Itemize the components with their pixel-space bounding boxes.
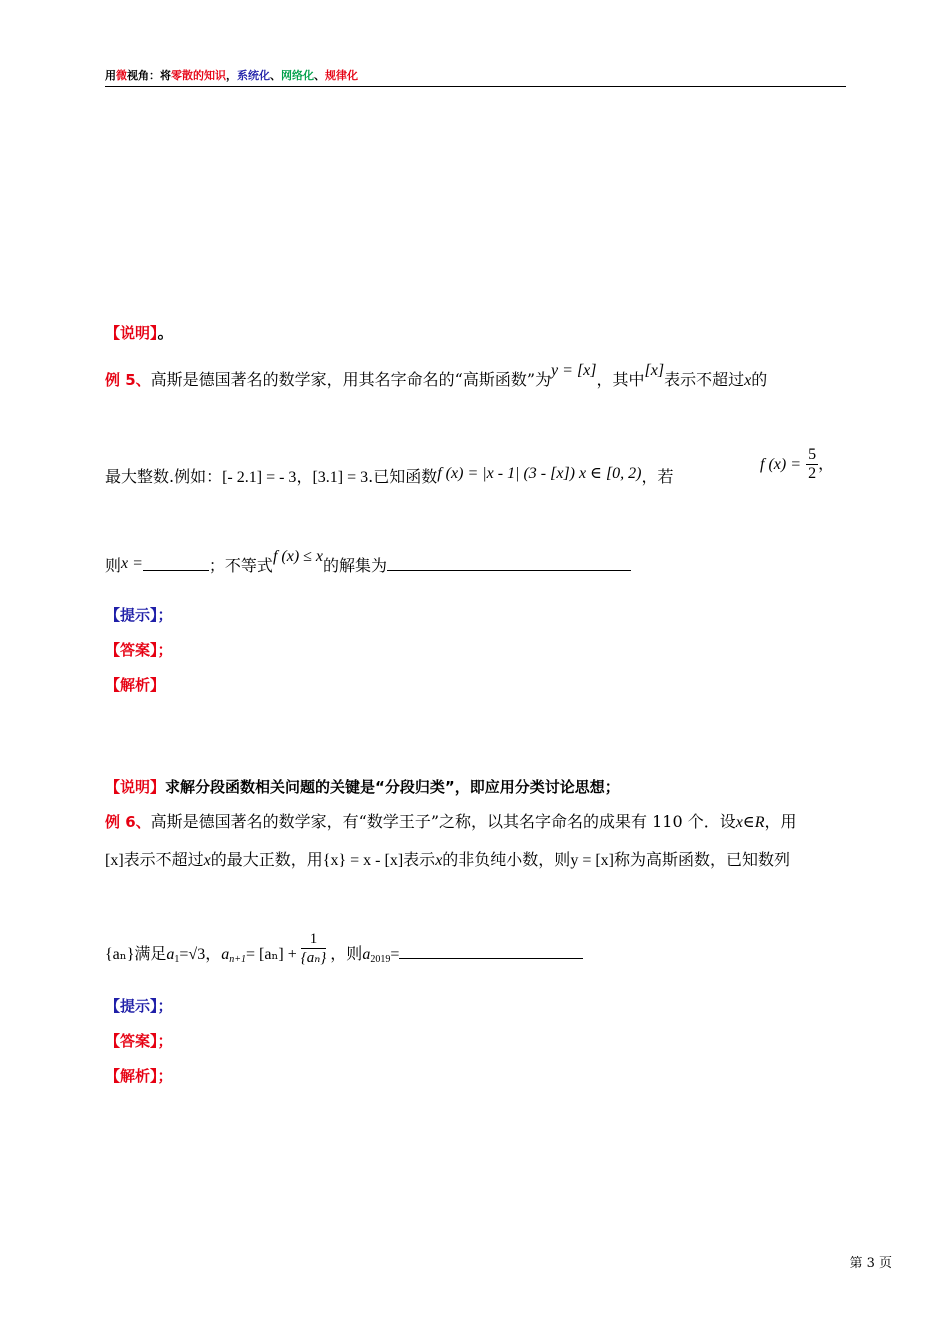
header-part: 视角：将 [127, 69, 171, 82]
text: 满足 [134, 944, 167, 963]
text: 的解集为 [323, 556, 388, 575]
example-5-line-3 [105, 548, 631, 578]
math-fx: f (x) = [760, 455, 801, 473]
text: 的非负纯小数，则 [442, 850, 571, 869]
header-part: 规律化 [325, 69, 358, 82]
example-label: 例 6、 [105, 813, 151, 831]
hint-5 [105, 604, 173, 626]
text: 的 [751, 370, 768, 389]
subscript: 1 [174, 954, 180, 965]
hint-6 [105, 995, 173, 1017]
text: ；不等式 [208, 556, 273, 575]
math-example-2: [3.1] = 3 [312, 469, 369, 486]
text: 高斯是德国著名的数学家，有“数学王子”之称，以其名字命名的成果有 110 个．设 [150, 812, 736, 831]
text: 的最大正数，用 [210, 850, 323, 869]
math-function-f: f (x) = |x - 1| (3 - [x]) x ∈ [0, 2) [437, 465, 642, 482]
math-recursion: = [aₙ] + [245, 946, 297, 963]
fraction [806, 446, 818, 483]
numerator: 1 [301, 930, 327, 949]
math-x-equals: x = [121, 555, 143, 572]
text: ， [818, 454, 835, 473]
subscript: 2019 [370, 954, 391, 965]
example-6-line-3 [105, 931, 583, 973]
text: ， [205, 944, 222, 963]
math-y-equals-bracket-x: y = [x] [570, 852, 614, 869]
text: 高斯是德国著名的数学家，用其名字命名的“高斯函数”为 [150, 370, 552, 389]
header-part: 用 [105, 69, 116, 82]
math-x-in-r: x∈R [735, 814, 765, 831]
note-label: 【说明】 [105, 324, 158, 342]
note-text: 。 [157, 323, 174, 342]
math-fx-equals-fraction [760, 446, 834, 483]
math-example-1: [- 2.1] = - 3 [222, 469, 297, 486]
page-number: 第 3 页 [849, 1256, 892, 1271]
text: ， [296, 467, 313, 486]
math-a2019: a [362, 946, 371, 963]
fraction [301, 930, 327, 967]
text: ，其中 [596, 370, 645, 389]
text: ，用 [764, 812, 797, 831]
note-1 [105, 322, 174, 344]
header-part: 系统化 [237, 69, 270, 82]
answer-blank[interactable] [399, 944, 583, 959]
text: ，若 [641, 467, 674, 486]
hint-label: 【提示】； [105, 997, 173, 1015]
example-label: 例 5、 [105, 371, 151, 389]
numerator: 5 [808, 446, 817, 463]
text: 表示不超过 [664, 370, 745, 389]
denominator: {aₙ} [300, 950, 327, 966]
text: 则 [105, 556, 122, 575]
text: .已知函数 [368, 467, 438, 486]
hint-label: 【提示】； [105, 606, 173, 624]
analysis-label: 【解析】 [105, 676, 166, 694]
math-x: x [203, 852, 211, 869]
text: ，则 [330, 944, 363, 963]
math-gauss-function: y = [x] [551, 362, 597, 379]
text: 表示不超过 [123, 850, 204, 869]
example-5-line-1 [105, 362, 768, 392]
text: 表示 [403, 850, 436, 869]
note-2 [105, 776, 620, 798]
header-part: 零散的知识 [171, 69, 226, 82]
example-6-line-1 [105, 811, 796, 834]
math-fractional-part: {x} = x - [x] [322, 852, 404, 869]
math-inequality: f (x) ≤ x [272, 548, 324, 565]
math-an1: a [221, 946, 230, 963]
header-part: 、 [314, 69, 325, 82]
answer-blank[interactable] [387, 556, 631, 571]
answer-label: 【答案】； [105, 641, 173, 659]
math-sqrt3: =√3 [179, 946, 206, 963]
text: 最大整数.例如： [105, 467, 223, 486]
text: 称为高斯函数，已知数列 [614, 850, 791, 869]
answer-5 [105, 639, 173, 661]
subscript: n+1 [229, 954, 246, 965]
header-part: 微 [116, 69, 127, 82]
header-part: 网络化 [281, 69, 314, 82]
header-part: ， [226, 69, 237, 82]
math-x: x [435, 852, 443, 869]
analysis-5 [105, 674, 165, 696]
math-bracket-x: [x] [644, 362, 665, 379]
example-6-line-2 [105, 849, 790, 872]
example-5-line-2 [105, 466, 674, 489]
math-equals: = [390, 946, 400, 963]
page-header [105, 68, 846, 87]
denominator: 2 [808, 465, 817, 482]
math-a1: a [166, 946, 175, 963]
note-text: 求解分段函数相关问题的关键是“分段归类”，即应用分类讨论思想； [165, 778, 620, 796]
math-bracket-x: [x] [105, 852, 124, 869]
math-x: x [744, 372, 752, 389]
answer-label: 【答案】； [105, 1032, 173, 1050]
answer-blank[interactable] [143, 556, 209, 571]
analysis-6 [105, 1065, 173, 1087]
math-sequence: {aₙ} [105, 946, 135, 963]
header-part: 、 [270, 69, 281, 82]
analysis-label: 【解析】； [105, 1067, 173, 1085]
note-label: 【说明】 [105, 778, 166, 796]
answer-6 [105, 1030, 173, 1052]
